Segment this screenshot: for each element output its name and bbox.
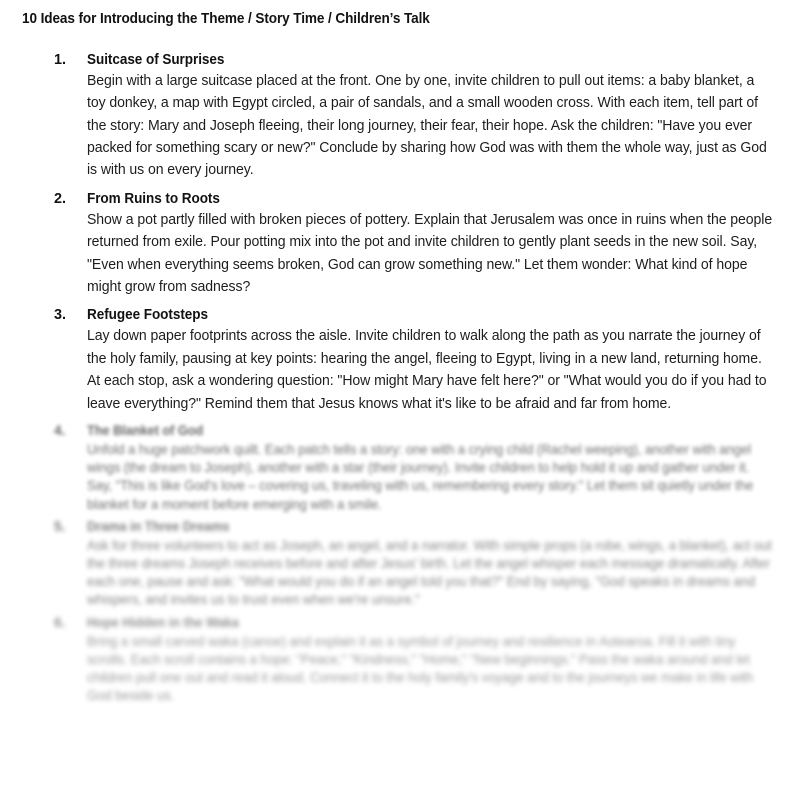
idea-number: 5. (54, 518, 66, 534)
idea-number: 6. (54, 614, 66, 630)
idea-number: 2. (54, 190, 67, 207)
idea-heading: The Blanket of God (87, 422, 204, 438)
idea-body: Show a pot partly filled with broken pieces of pottery. Explain that Jerusalem was once in ruins when the people returned from exile. Pour potting mix into the pot and invite children to gently plant seeds in the new soil. Say, "Even when everything seems broken, God can grow something new." Let them wonder: What kind of hope might grow from sadness? (87, 211, 773, 295)
idea-heading: Refugee Footsteps (87, 307, 208, 324)
idea-item-5 (22, 518, 774, 609)
idea-body: Ask for three volunteers to act as Joseph, an angel, and a narrator. With simple props (a robe, wings, a blanket), act out the three dreams Joseph receives before and after Jesus' birth. Let the angel whisper each message dramatically. After each one, pause and ask: "What would you do if an angel told you that?" End by saying, "God speaks in dreams and whispers, and invites us to trust even when we're unsure." (87, 536, 772, 608)
idea-heading: Drama in Three Dreams (87, 518, 230, 534)
idea-number: 4. (54, 422, 66, 438)
idea-number: 3. (54, 307, 67, 324)
idea-item-4 (22, 422, 774, 513)
idea-heading: From Ruins to Roots (87, 190, 220, 207)
idea-item-6 (22, 614, 774, 705)
page-title: 10 Ideas for Introducing the Theme / Story Time / Children’s Talk (22, 11, 430, 27)
idea-heading: Suitcase of Surprises (87, 51, 225, 68)
idea-item-3 (22, 305, 774, 415)
idea-body: Lay down paper footprints across the aisle. Invite children to walk along the path as you narrate the journey of the holy family, pausing at key points: hearing the angel, fleeing to Egypt, living in a new land, returning home. At each stop, ask a wondering question: "How might Mary have felt here?" or "What would you do if you had to leave everything?" Remind them that Jesus knows what it's like to be afraid and far from home. (87, 328, 767, 412)
idea-heading: Hope Hidden in the Waka (87, 614, 239, 630)
ideas-list (22, 50, 774, 705)
idea-body: Bring a small carved waka (canoe) and explain it as a symbol of journey and resilience in Aotearoa. Fill it with tiny scrolls. Each scroll contains a hope: "Peace," "Kindness," "Home," "New beginnings." Pass the waka around and let children pull one out and read it aloud. Connect it to the holy family's voyage and to the journeys we make in life with God beside us. (87, 632, 754, 704)
idea-item-1 (22, 50, 774, 182)
idea-body: Unfold a huge patchwork quilt. Each patch tells a story: one with a crying child (Rachel weeping), another with angel wings (the dream to Joseph), another with a star (their journey). Invite children to help hold it up and gather under it. Say, "This is like God's love – covering us, traveling with us, remembering every story." Let them sit quietly under the blanket for a moment before emerging with a smile. (87, 440, 754, 512)
idea-item-2 (22, 189, 774, 299)
idea-number: 1. (54, 51, 67, 68)
idea-body: Begin with a large suitcase placed at the front. One by one, invite children to pull out items: a baby blanket, a toy donkey, a map with Egypt circled, a pair of sandals, and a small wooden cross. With each item, tell part of the story: Mary and Joseph fleeing, their long journey, their fear, their hope. Ask the children: "Have you ever packed for something scary or new?" Conclude by sharing how God was with them the whole way, just as God is with us on every journey. (87, 72, 767, 179)
